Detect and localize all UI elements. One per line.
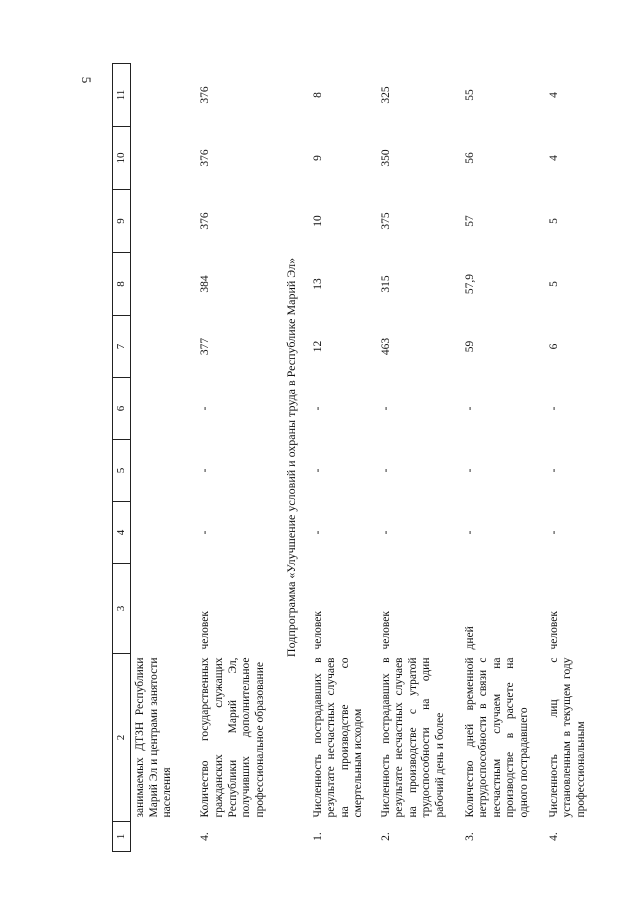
subprogram-row [274, 64, 308, 852]
col-header: 2 [113, 654, 131, 822]
col-header: 10 [113, 127, 131, 190]
col-header: 4 [113, 502, 131, 564]
page-number: 5 [79, 76, 94, 84]
value-cell [130, 127, 196, 190]
value-cell: 6 [547, 343, 560, 350]
value-cell: 8 [311, 92, 324, 98]
value-cell: 377 [199, 337, 212, 356]
indicators-table [112, 63, 591, 852]
value-cell: - [379, 406, 392, 411]
value-cell: 12 [311, 340, 324, 353]
value-cell [130, 440, 196, 502]
value-cell: - [463, 406, 476, 411]
indicator-name: Численность пострадавших в результате несчастных случаев на производстве со смертельным исходом [311, 657, 365, 818]
value-cell: - [311, 406, 324, 411]
value-cell: 56 [463, 152, 476, 164]
value-cell: - [547, 530, 560, 535]
indicator-name: Количество государственных гражданских служащих Республики Марий Эл, получивших дополнительное профессиональное образование [199, 657, 266, 818]
table-row [377, 64, 461, 852]
indicator-name: Численность пострадавших в результате несчастных случаев на производстве с утратой трудоспособности на один рабочий день и более [379, 657, 446, 818]
value-cell: 350 [379, 149, 392, 167]
col-header: 8 [113, 253, 131, 316]
value-cell [130, 378, 196, 440]
col-header: 5 [113, 440, 131, 502]
table-row [196, 64, 274, 852]
col-header: 7 [113, 316, 131, 378]
unit-cell [130, 564, 196, 654]
value-cell: 5 [547, 218, 560, 224]
header-row [113, 64, 131, 852]
col-header: 1 [113, 822, 131, 852]
value-cell: 4 [547, 92, 560, 98]
row-number: 2. [379, 832, 392, 841]
indicator-name: занимаемых ДТЗН Республики Марий Эл и центрами занятости населения [133, 657, 174, 818]
indicator-name: Количество дней временной нетрудоспособности в связи с несчастным случаем на производстве в расчете на одного пострадавшего [463, 657, 530, 818]
unit-cell: человек [379, 611, 392, 650]
value-cell: 463 [379, 337, 392, 356]
value-cell: - [199, 530, 212, 535]
unit-cell: человек [547, 611, 560, 650]
row-number [130, 822, 196, 852]
value-cell [130, 253, 196, 316]
col-header: 9 [113, 190, 131, 253]
col-header: 3 [113, 564, 131, 654]
value-cell: 384 [199, 275, 212, 293]
table-row [461, 64, 545, 852]
value-cell: - [547, 468, 560, 473]
value-cell: 5 [547, 281, 560, 287]
value-cell [130, 190, 196, 253]
value-cell: 376 [199, 212, 212, 230]
value-cell: 9 [311, 155, 324, 161]
value-cell: 4 [547, 155, 560, 161]
value-cell: 13 [311, 278, 324, 290]
value-cell: - [547, 406, 560, 411]
value-cell: 375 [379, 212, 392, 230]
value-cell: - [463, 530, 476, 535]
col-header: 11 [113, 64, 131, 127]
value-cell: - [311, 530, 324, 535]
value-cell [130, 64, 196, 127]
value-cell: 59 [463, 340, 476, 353]
unit-cell: дней [463, 626, 476, 650]
row-number: 4. [547, 832, 560, 841]
subprogram-title: Подпрограмма «Улучшение условий и охраны труда в Республике Марий Эл» [284, 257, 299, 658]
col-header: 6 [113, 378, 131, 440]
row-number: 3. [463, 832, 476, 841]
value-cell: 55 [463, 89, 476, 101]
row-number: 1. [311, 832, 324, 841]
indicator-name: Численность лиц с установленным в текущем году профессиональным [547, 657, 587, 818]
rotated-table-container [112, 64, 587, 852]
value-cell: - [199, 468, 212, 473]
row-number: 4. [199, 832, 212, 841]
value-cell: - [379, 468, 392, 473]
value-cell [130, 502, 196, 564]
value-cell: 10 [311, 215, 324, 227]
value-cell: 325 [379, 86, 392, 104]
value-cell [130, 316, 196, 378]
value-cell: 315 [379, 275, 392, 293]
value-cell: 57 [463, 215, 476, 227]
value-cell: - [311, 468, 324, 473]
value-cell: 376 [199, 149, 212, 167]
table-row [309, 64, 377, 852]
table-row [130, 64, 196, 852]
table-row [545, 64, 592, 852]
value-cell: - [379, 530, 392, 535]
value-cell: 376 [199, 86, 212, 104]
unit-cell: человек [199, 611, 212, 650]
value-cell: - [199, 406, 212, 411]
value-cell: - [463, 468, 476, 473]
unit-cell: человек [311, 611, 324, 650]
value-cell: 57,9 [463, 273, 476, 295]
